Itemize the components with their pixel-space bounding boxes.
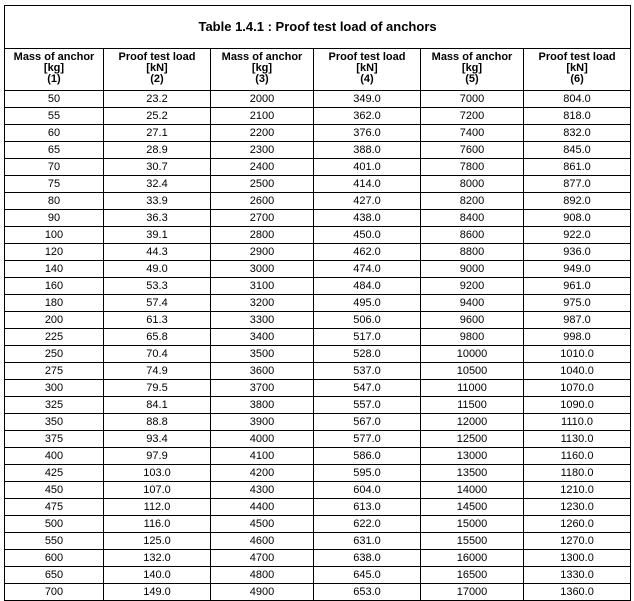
table-cell: 7200 — [421, 108, 524, 125]
table-cell: 818.0 — [524, 108, 631, 125]
table-row — [5, 312, 631, 329]
table-cell: 4000 — [211, 431, 314, 448]
table-row — [5, 380, 631, 397]
table-cell: 653.0 — [314, 584, 421, 601]
table-row — [5, 176, 631, 193]
table-row — [5, 482, 631, 499]
table-cell: 13500 — [421, 465, 524, 482]
table-cell: 3600 — [211, 363, 314, 380]
table-cell: 4600 — [211, 533, 314, 550]
table-cell: 57.4 — [104, 295, 211, 312]
table-cell: 2100 — [211, 108, 314, 125]
header-unit: [kN] — [146, 62, 168, 74]
table-cell: 39.1 — [104, 227, 211, 244]
header-index: (3) — [255, 73, 269, 85]
column-header-mass-5 — [421, 49, 524, 91]
table-cell: 225 — [5, 329, 104, 346]
table-cell: 9800 — [421, 329, 524, 346]
table-cell: 1160.0 — [524, 448, 631, 465]
table-cell: 645.0 — [314, 567, 421, 584]
table-cell: 1010.0 — [524, 346, 631, 363]
table-cell: 4100 — [211, 448, 314, 465]
table-cell: 8600 — [421, 227, 524, 244]
table-cell: 30.7 — [104, 159, 211, 176]
table-cell: 275 — [5, 363, 104, 380]
table-row — [5, 142, 631, 159]
table-cell: 1360.0 — [524, 584, 631, 601]
table-row — [5, 431, 631, 448]
header-unit: [kg] — [251, 62, 273, 74]
table-cell: 4800 — [211, 567, 314, 584]
header-index: (6) — [570, 73, 584, 85]
table-cell: 975.0 — [524, 295, 631, 312]
table-cell: 65 — [5, 142, 104, 159]
table-cell: 1270.0 — [524, 533, 631, 550]
table-cell: 2700 — [211, 210, 314, 227]
table-cell: 3000 — [211, 261, 314, 278]
table-cell: 116.0 — [104, 516, 211, 533]
header-label: Proof test load — [538, 51, 616, 63]
table-cell: 300 — [5, 380, 104, 397]
header-unit: [kg] — [43, 62, 65, 74]
table-cell: 604.0 — [314, 482, 421, 499]
table-title: Table 1.4.1 : Proof test load of anchors — [5, 6, 631, 49]
column-header-load-2 — [104, 49, 211, 91]
table-cell: 537.0 — [314, 363, 421, 380]
table-cell: 2800 — [211, 227, 314, 244]
column-header-mass-1 — [5, 49, 104, 91]
table-cell: 120 — [5, 244, 104, 261]
table-cell: 500 — [5, 516, 104, 533]
table-cell: 3500 — [211, 346, 314, 363]
table-cell: 2000 — [211, 91, 314, 108]
table-cell: 961.0 — [524, 278, 631, 295]
table-cell: 112.0 — [104, 499, 211, 516]
table-cell: 9000 — [421, 261, 524, 278]
table-cell: 80 — [5, 193, 104, 210]
table-cell: 15000 — [421, 516, 524, 533]
table-cell: 2400 — [211, 159, 314, 176]
table-cell: 2300 — [211, 142, 314, 159]
table-cell: 400 — [5, 448, 104, 465]
table-cell: 132.0 — [104, 550, 211, 567]
table-cell: 462.0 — [314, 244, 421, 261]
table-row — [5, 516, 631, 533]
table-cell: 600 — [5, 550, 104, 567]
table-cell: 7400 — [421, 125, 524, 142]
table-cell: 160 — [5, 278, 104, 295]
header-index: (2) — [150, 73, 164, 85]
header-label: Proof test load — [118, 51, 196, 63]
table-cell: 1330.0 — [524, 567, 631, 584]
table-cell: 362.0 — [314, 108, 421, 125]
table-cell: 936.0 — [524, 244, 631, 261]
table-cell: 804.0 — [524, 91, 631, 108]
table-cell: 495.0 — [314, 295, 421, 312]
table-cell: 577.0 — [314, 431, 421, 448]
table-cell: 27.1 — [104, 125, 211, 142]
table-cell: 832.0 — [524, 125, 631, 142]
table-cell: 376.0 — [314, 125, 421, 142]
table-cell: 7600 — [421, 142, 524, 159]
header-label: Mass of anchor — [13, 51, 95, 63]
table-row — [5, 414, 631, 431]
table-cell: 49.0 — [104, 261, 211, 278]
table-caption-row — [5, 6, 631, 49]
table-cell: 450.0 — [314, 227, 421, 244]
table-cell: 50 — [5, 91, 104, 108]
table-cell: 8000 — [421, 176, 524, 193]
table-cell: 97.9 — [104, 448, 211, 465]
table-cell: 506.0 — [314, 312, 421, 329]
table-cell: 484.0 — [314, 278, 421, 295]
table-cell: 1130.0 — [524, 431, 631, 448]
table-cell: 557.0 — [314, 397, 421, 414]
table-cell: 401.0 — [314, 159, 421, 176]
table-cell: 700 — [5, 584, 104, 601]
table-cell: 2200 — [211, 125, 314, 142]
table-cell: 375 — [5, 431, 104, 448]
table-cell: 517.0 — [314, 329, 421, 346]
table-cell: 140 — [5, 261, 104, 278]
table-cell: 15500 — [421, 533, 524, 550]
table-cell: 7800 — [421, 159, 524, 176]
table-cell: 14000 — [421, 482, 524, 499]
table-cell: 8800 — [421, 244, 524, 261]
header-unit: [kN] — [356, 62, 378, 74]
table-cell: 414.0 — [314, 176, 421, 193]
table-cell: 32.4 — [104, 176, 211, 193]
table-cell: 438.0 — [314, 210, 421, 227]
table-cell: 9400 — [421, 295, 524, 312]
table-row — [5, 295, 631, 312]
table-cell: 638.0 — [314, 550, 421, 567]
table-cell: 586.0 — [314, 448, 421, 465]
table-cell: 100 — [5, 227, 104, 244]
table-cell: 1260.0 — [524, 516, 631, 533]
table-cell: 4700 — [211, 550, 314, 567]
table-cell: 613.0 — [314, 499, 421, 516]
table-cell: 3100 — [211, 278, 314, 295]
table-cell: 861.0 — [524, 159, 631, 176]
table-cell: 388.0 — [314, 142, 421, 159]
table-cell: 33.9 — [104, 193, 211, 210]
header-unit: [kN] — [566, 62, 588, 74]
table-row — [5, 91, 631, 108]
table-cell: 631.0 — [314, 533, 421, 550]
table-cell: 4400 — [211, 499, 314, 516]
table-cell: 1110.0 — [524, 414, 631, 431]
table-cell: 8400 — [421, 210, 524, 227]
table-cell: 1070.0 — [524, 380, 631, 397]
table-cell: 55 — [5, 108, 104, 125]
table-row — [5, 193, 631, 210]
table-row — [5, 550, 631, 567]
table-row — [5, 465, 631, 482]
table-cell: 2500 — [211, 176, 314, 193]
table-cell: 28.9 — [104, 142, 211, 159]
table-cell: 107.0 — [104, 482, 211, 499]
table-cell: 595.0 — [314, 465, 421, 482]
table-cell: 17000 — [421, 584, 524, 601]
table-cell: 1090.0 — [524, 397, 631, 414]
column-header-load-4 — [314, 49, 421, 91]
table-cell: 892.0 — [524, 193, 631, 210]
table-cell: 349.0 — [314, 91, 421, 108]
table-cell: 10500 — [421, 363, 524, 380]
table-cell: 425 — [5, 465, 104, 482]
table-cell: 12000 — [421, 414, 524, 431]
table-cell: 9200 — [421, 278, 524, 295]
table-cell: 4200 — [211, 465, 314, 482]
header-label: Proof test load — [328, 51, 406, 63]
table-cell: 125.0 — [104, 533, 211, 550]
table-cell: 1040.0 — [524, 363, 631, 380]
table-row — [5, 244, 631, 261]
table-cell: 70.4 — [104, 346, 211, 363]
table-row — [5, 125, 631, 142]
table-cell: 949.0 — [524, 261, 631, 278]
table-cell: 16500 — [421, 567, 524, 584]
table-cell: 1210.0 — [524, 482, 631, 499]
table-cell: 4300 — [211, 482, 314, 499]
table-cell: 908.0 — [524, 210, 631, 227]
table-cell: 11000 — [421, 380, 524, 397]
table-cell: 23.2 — [104, 91, 211, 108]
table-cell: 3200 — [211, 295, 314, 312]
table-cell: 528.0 — [314, 346, 421, 363]
table-cell: 845.0 — [524, 142, 631, 159]
table-header-row — [5, 49, 631, 91]
table-cell: 474.0 — [314, 261, 421, 278]
table-body — [5, 91, 631, 601]
header-index: (4) — [360, 73, 374, 85]
table-row — [5, 397, 631, 414]
table-cell: 998.0 — [524, 329, 631, 346]
table-cell: 450 — [5, 482, 104, 499]
table-cell: 350 — [5, 414, 104, 431]
table-cell: 4900 — [211, 584, 314, 601]
table-cell: 13000 — [421, 448, 524, 465]
table-cell: 877.0 — [524, 176, 631, 193]
table-cell: 622.0 — [314, 516, 421, 533]
table-cell: 8200 — [421, 193, 524, 210]
table-cell: 250 — [5, 346, 104, 363]
table-cell: 1180.0 — [524, 465, 631, 482]
table-row — [5, 329, 631, 346]
table-cell: 7000 — [421, 91, 524, 108]
table-cell: 74.9 — [104, 363, 211, 380]
column-header-load-6 — [524, 49, 631, 91]
table-cell: 3300 — [211, 312, 314, 329]
table-row — [5, 499, 631, 516]
table-cell: 70 — [5, 159, 104, 176]
table-row — [5, 261, 631, 278]
table-row — [5, 278, 631, 295]
table-cell: 3400 — [211, 329, 314, 346]
table-row — [5, 346, 631, 363]
column-header-mass-3 — [211, 49, 314, 91]
header-label: Mass of anchor — [431, 51, 513, 63]
table-cell: 60 — [5, 125, 104, 142]
table-cell: 3700 — [211, 380, 314, 397]
table-cell: 427.0 — [314, 193, 421, 210]
table-row — [5, 210, 631, 227]
header-unit: [kg] — [461, 62, 483, 74]
table-cell: 4500 — [211, 516, 314, 533]
table-cell: 25.2 — [104, 108, 211, 125]
table-cell: 36.3 — [104, 210, 211, 227]
table-row — [5, 567, 631, 584]
table-cell: 61.3 — [104, 312, 211, 329]
table-row — [5, 227, 631, 244]
table-cell: 79.5 — [104, 380, 211, 397]
table-cell: 149.0 — [104, 584, 211, 601]
table-cell: 2900 — [211, 244, 314, 261]
table-cell: 1300.0 — [524, 550, 631, 567]
table-row — [5, 108, 631, 125]
table-cell: 1230.0 — [524, 499, 631, 516]
table-cell: 16000 — [421, 550, 524, 567]
header-index: (1) — [47, 73, 61, 85]
table-cell: 103.0 — [104, 465, 211, 482]
table-cell: 88.8 — [104, 414, 211, 431]
table-cell: 9600 — [421, 312, 524, 329]
table-cell: 11500 — [421, 397, 524, 414]
table-cell: 75 — [5, 176, 104, 193]
table-cell: 65.8 — [104, 329, 211, 346]
table-cell: 44.3 — [104, 244, 211, 261]
header-label: Mass of anchor — [221, 51, 303, 63]
table-cell: 3800 — [211, 397, 314, 414]
table-row — [5, 533, 631, 550]
table-cell: 3900 — [211, 414, 314, 431]
table-row — [5, 363, 631, 380]
table-cell: 53.3 — [104, 278, 211, 295]
table-cell: 475 — [5, 499, 104, 516]
table-cell: 14500 — [421, 499, 524, 516]
table-row — [5, 159, 631, 176]
table-cell: 2600 — [211, 193, 314, 210]
table-cell: 922.0 — [524, 227, 631, 244]
proof-test-load-table — [4, 5, 631, 601]
table-cell: 93.4 — [104, 431, 211, 448]
table-cell: 547.0 — [314, 380, 421, 397]
table-cell: 987.0 — [524, 312, 631, 329]
table-cell: 650 — [5, 567, 104, 584]
table-cell: 325 — [5, 397, 104, 414]
table-cell: 550 — [5, 533, 104, 550]
table-cell: 90 — [5, 210, 104, 227]
table-cell: 180 — [5, 295, 104, 312]
table-cell: 12500 — [421, 431, 524, 448]
table-cell: 140.0 — [104, 567, 211, 584]
table-cell: 10000 — [421, 346, 524, 363]
table-row — [5, 584, 631, 601]
table-cell: 84.1 — [104, 397, 211, 414]
header-index: (5) — [465, 73, 479, 85]
table-cell: 200 — [5, 312, 104, 329]
table-row — [5, 448, 631, 465]
table-cell: 567.0 — [314, 414, 421, 431]
